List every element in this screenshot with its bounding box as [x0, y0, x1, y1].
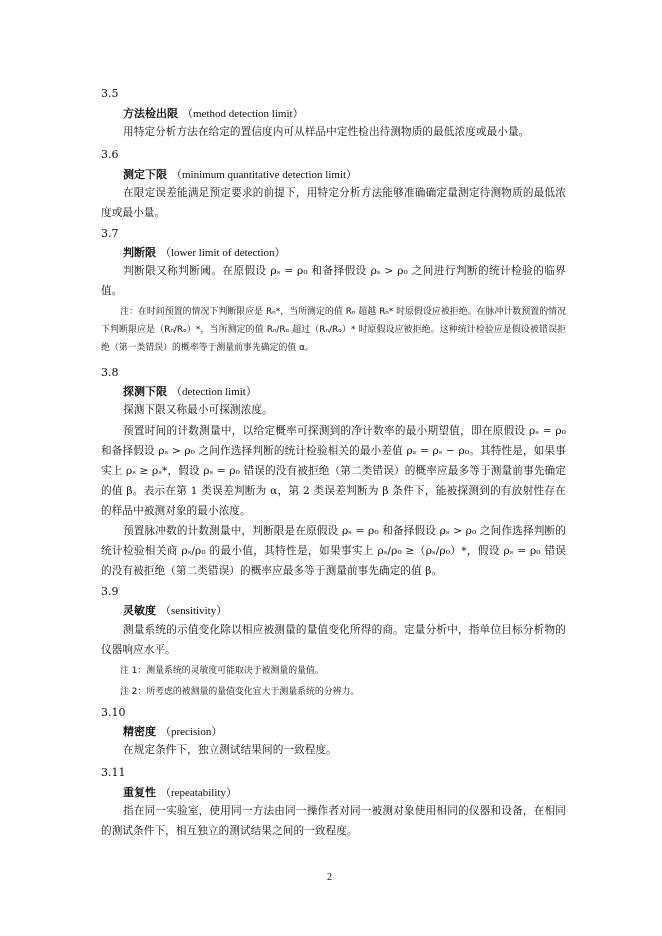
- section-number: 3.6: [101, 148, 119, 161]
- term-zh: 判断限: [123, 246, 156, 259]
- note-text: 注 1：测量系统的灵敏度可能取决于被测量的量值。: [120, 666, 324, 676]
- term-en: （method detection limit）: [182, 108, 304, 120]
- term-en: （lower limit of detection）: [160, 247, 286, 259]
- definition-text: 在限定误差能满足预定要求的前提下，用特定分析方法能够准确确定量测定待测物质的最低浓度或最小量。: [101, 187, 566, 219]
- term-zh: 测定下限: [123, 168, 167, 181]
- term-heading: [123, 385, 257, 399]
- page-number: 2: [327, 872, 332, 883]
- term-en: （repeatability）: [160, 787, 237, 799]
- term-en: （detection limit）: [171, 386, 257, 398]
- definition-text: 预置脉冲数的计数测量中，判断限是在原假设 ρₛ = ρ₀ 和备择假设 ρₛ > ρ₀ 之间作选择判断的统计检验相关商 ρₛ/ρ₀ 的最小值，其特性是，如果事实上 ρₛ/ρ₀ ≥（ρₛ/ρ₀）*，假设 ρₛ = ρ₀ 错误的没有被拒绝（第二类错误）的概率应最多等于测量前事先确定的值 β。: [101, 525, 566, 577]
- definition-text: 指在同一实验室，使用同一方法由同一操作者对同一被测对象使用相同的仪器和设备，在相同的测试条件下，相互独立的测试结果之间的一致程度。: [101, 805, 566, 837]
- term-zh: 探测下限: [123, 385, 167, 398]
- definition-text: 在规定条件下，独立测试结果间的一致程度。: [123, 744, 337, 756]
- definition-text: 用特定分析方法在给定的置信度内可从样品中定性检出待测物质的最低浓度或最小量。: [123, 126, 530, 138]
- term-heading: [123, 246, 286, 260]
- term-en: （minimum quantitative detection limit）: [171, 169, 358, 181]
- section-number: 3.11: [101, 766, 126, 779]
- term-heading: [123, 725, 222, 739]
- note-text: 注 2：所考虑的被测量的量值变化宜大于测量系统的分辨力。: [120, 687, 360, 697]
- term-en: （precision）: [160, 726, 223, 738]
- section-number: 3.8: [101, 366, 119, 379]
- term-heading: [123, 786, 237, 800]
- definition-text: 测量系统的示值变化除以相应被测量的量值变化所得的商。定量分析中，指单位目标分析物的仪器响应水平。: [101, 624, 566, 656]
- term-heading: [123, 168, 357, 182]
- definition-text: 判断限又称判断阈。在原假设 ρₛ = ρ₀ 和备择假设 ρₛ > ρ₀ 之间进行判断的统计检验的临界值。: [101, 265, 566, 297]
- term-en: （sensitivity）: [160, 605, 228, 617]
- term-heading: [123, 604, 227, 618]
- section-number: 3.7: [101, 227, 119, 240]
- term-zh: 精密度: [123, 725, 156, 738]
- term-zh: 重复性: [123, 786, 156, 799]
- definition-text: 探测下限又称最小可探测浓度。: [123, 404, 273, 416]
- term-zh: 灵敏度: [123, 604, 156, 617]
- section-number: 3.9: [101, 585, 119, 598]
- section-number: 3.5: [101, 87, 119, 100]
- section-number: 3.10: [101, 706, 126, 719]
- term-zh: 方法检出限: [123, 107, 178, 120]
- term-heading: [123, 107, 304, 121]
- definition-text: 预置时间的计数测量中，以给定概率可探测到的净计数率的最小期望值，即在原假设 ρₛ = ρ₀ 和备择假设 ρₛ > ρ₀ 之间作选择判断的统计检验相关的最小差值 ρₛ = ρₛ − ρ₀。其特性是，如果事实上 ρₛ ≥ ρₛ*，假设 ρₛ = ρ₀ 错误的没有被拒绝（第二类错误）的概率应最多等于测量前事先确定的值 β。表示在第 1 类误差判断为 α，第 2 类误差判断为 β 条件下，能被探测到的有放射性存在的样品中被测对象的最小浓度。: [101, 425, 566, 517]
- note-text: 注：在时间预置的情况下判断限应是 Rₙ*，当所测定的值 Rₙ 超越 Rₙ* 时原假设应被拒绝。在脉冲计数预置的情况下判断限应是（Rₙ/Rₒ）*，当所测定的值 Rₙ/Rₒ 超过（Rₙ/Rₒ）* 时原假设应被拒绝。这种统计检验应是假设被错误拒绝（第一类错误）的概率等于测量前事先确定的值 α。: [101, 307, 566, 353]
